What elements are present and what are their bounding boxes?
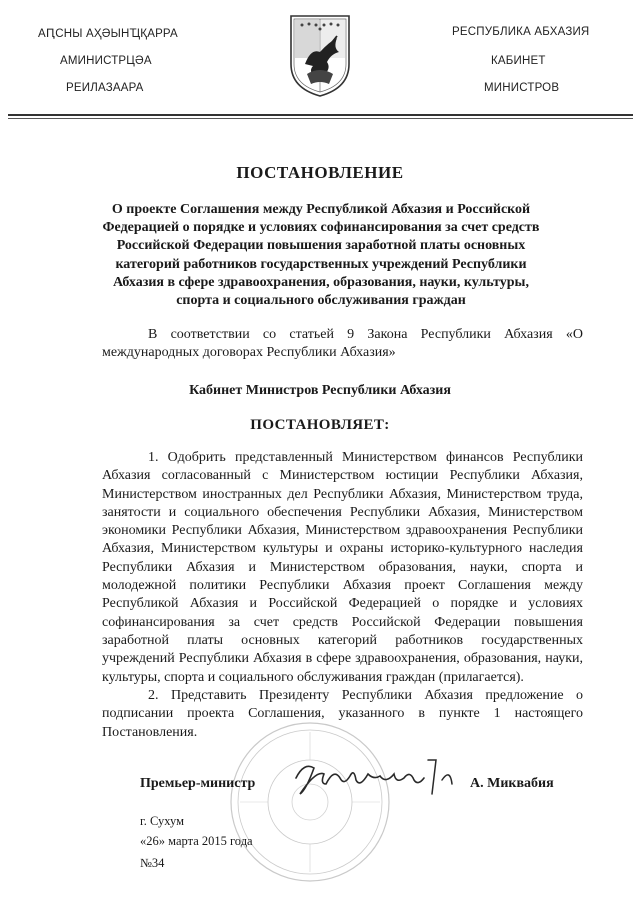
header-divider — [8, 114, 633, 116]
header-right-line-1: РЕСПУБЛИКА АБХАЗИЯ — [452, 26, 590, 38]
document-number: №34 — [140, 856, 165, 870]
header-left-line-3: РЕИЛАЗААРА — [66, 82, 144, 94]
header-left-line-1: АԤСНЫ АҲӘЫНҴҚАРРА — [38, 28, 178, 40]
cabinet-heading: Кабинет Министров Республики Абхазия — [189, 383, 451, 398]
issue-city: г. Сухум — [140, 814, 185, 828]
state-emblem-icon — [287, 12, 353, 98]
document-title: ПОСТАНОВЛЕНИЕ — [236, 163, 404, 182]
header-divider-thin — [8, 118, 633, 119]
decree-heading: ПОСТАНОВЛЯЕТ: — [250, 417, 390, 433]
header-left-line-2: АМИНИСТРЦӘА — [60, 55, 152, 67]
signatory-name: А. Миквабия — [470, 776, 554, 791]
header-right-line-3: МИНИСТРОВ — [484, 82, 560, 94]
preamble: В соответствии со статьей 9 Закона Республики Абхазия «О международных договорах Республики Абхазия» — [102, 327, 583, 361]
decree-item-2: 2. Представить Президенту Республики Абхазия предложение о подписании проекта Соглашения, указанного в пункте 1 настоящего Постановления. — [102, 688, 583, 740]
document-subject: О проекте Соглашения между Республикой Абхазия и Российской Федерацией о порядке и условиях софинансирования за счет средств Российской Федерации повышения заработной платы основных категорий работников государственных учреждений Республики Абхазия в сфере здравоохранения, образования, науки, культуры, спорта и социального обслуживания граждан — [102, 202, 540, 309]
decree-item-1: 1. Одобрить представленный Министерством финансов Республики Абхазия согласованный с Министерством юстиции Республики Абхазия, Министерством иностранных дел Республики Абхазия, Министерством труда, занятости и социального обеспечения Республики Абхазия, Министерством экономики Республики Абхазия, Министерством здравоохранения Республики Абхазия, Министерством культуры и охраны историко-культурного наследия Республики Абхазия и Министерством образования, науки, спорта и молодежной политики Республики Абхазия проект Соглашения между Республикой Абхазия и Российской Федерацией о порядке и условиях софинансирования за счет средств Российской Федерации повышения заработной платы основных категорий работников государственных учреждений Республики Абхазия в сфере здравоохранения, образования, науки, культуры, спорта и социального обслуживания граждан (прилагается). — [102, 450, 583, 685]
signatory-title: Премьер-министр — [140, 776, 256, 791]
handwritten-signature — [290, 750, 465, 805]
issue-date: «26» марта 2015 года — [140, 834, 253, 848]
header-right-line-2: КАБИНЕТ — [491, 55, 546, 67]
